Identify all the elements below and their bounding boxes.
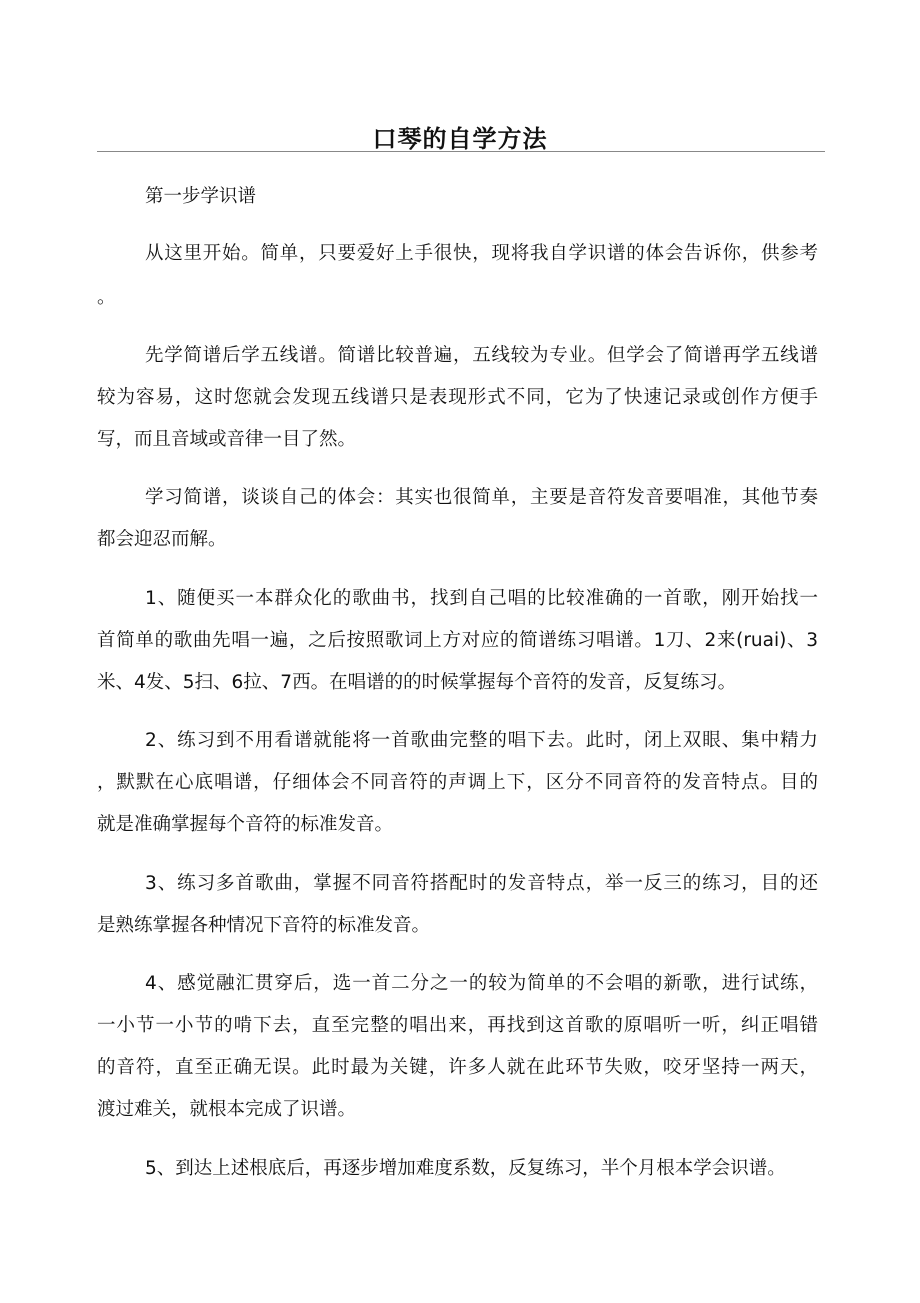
paragraph-8-line: 5、到达上述根底后，再逐步增加难度系数，反复练习，半个月根本学会识谱。	[145, 1158, 786, 1179]
paragraph-7-line: 的音符，直至正确无误。此时最为关键，许多人就在此环节失败，咬牙坚持一两天，	[97, 1057, 818, 1078]
paragraph-6-line: 3、练习多首歌曲，掌握不同音符搭配时的发音特点，举一反三的练习，目的还	[145, 873, 818, 894]
paragraph-7-line: 渡过难关，就根本完成了识谱。	[97, 1099, 357, 1120]
paragraph-4-line: 首简单的歌曲先唱一遍，之后按照歌词上方对应的简谱练习唱谱。1刀、2来(ruai)、3	[97, 630, 818, 651]
document-title: 口琴的自学方法	[372, 125, 548, 153]
paragraph-7-line: 一小节一小节的啃下去，直至完整的唱出来，再找到这首歌的原唱听一听，纠正唱错	[97, 1015, 818, 1036]
paragraph-2-line: 写，而且音域或音律一目了然。	[97, 429, 357, 450]
paragraph-4-line: 1、随便买一本群众化的歌曲书，找到自己唱的比较准确的一首歌，刚开始找一	[145, 588, 818, 609]
paragraph-1-line: 。	[97, 287, 116, 308]
paragraph-2-line: 较为容易，这时您就会发现五线谱只是表现形式不同，它为了快速记录或创作方便手	[97, 387, 818, 408]
paragraph-7-line: 4、感觉融汇贯穿后，选一首二分之一的较为简单的不会唱的新歌，进行试练，	[145, 973, 818, 994]
paragraph-4-line: 米、4发、5扫、6拉、7西。在唱谱的的时候掌握每个音符的发音，反复练习。	[97, 672, 737, 693]
title-divider	[97, 151, 825, 152]
paragraph-3-line: 都会迎忍而解。	[97, 529, 227, 550]
paragraph-5-line: 就是准确掌握每个音符的标准发音。	[97, 814, 394, 835]
paragraph-5-line: 2、练习到不用看谱就能将一首歌曲完整的唱下去。此时，闭上双眼、集中精力	[145, 730, 818, 751]
paragraph-5-line: ，默默在心底唱谱，仔细体会不同音符的声调上下，区分不同音符的发音特点。目的	[97, 772, 818, 793]
paragraph-1-line: 从这里开始。简单，只要爱好上手很快，现将我自学识谱的体会告诉你，供参考	[145, 243, 818, 264]
section-heading: 第一步学识谱	[145, 186, 257, 207]
paragraph-6-line: 是熟练掌握各种情况下音符的标准发音。	[97, 915, 431, 936]
paragraph-3-line: 学习简谱，谈谈自己的体会：其实也很简单，主要是音符发音要唱准，其他节奏	[145, 487, 818, 508]
paragraph-2-line: 先学简谱后学五线谱。简谱比较普遍，五线较为专业。但学会了简谱再学五线谱	[145, 345, 818, 366]
